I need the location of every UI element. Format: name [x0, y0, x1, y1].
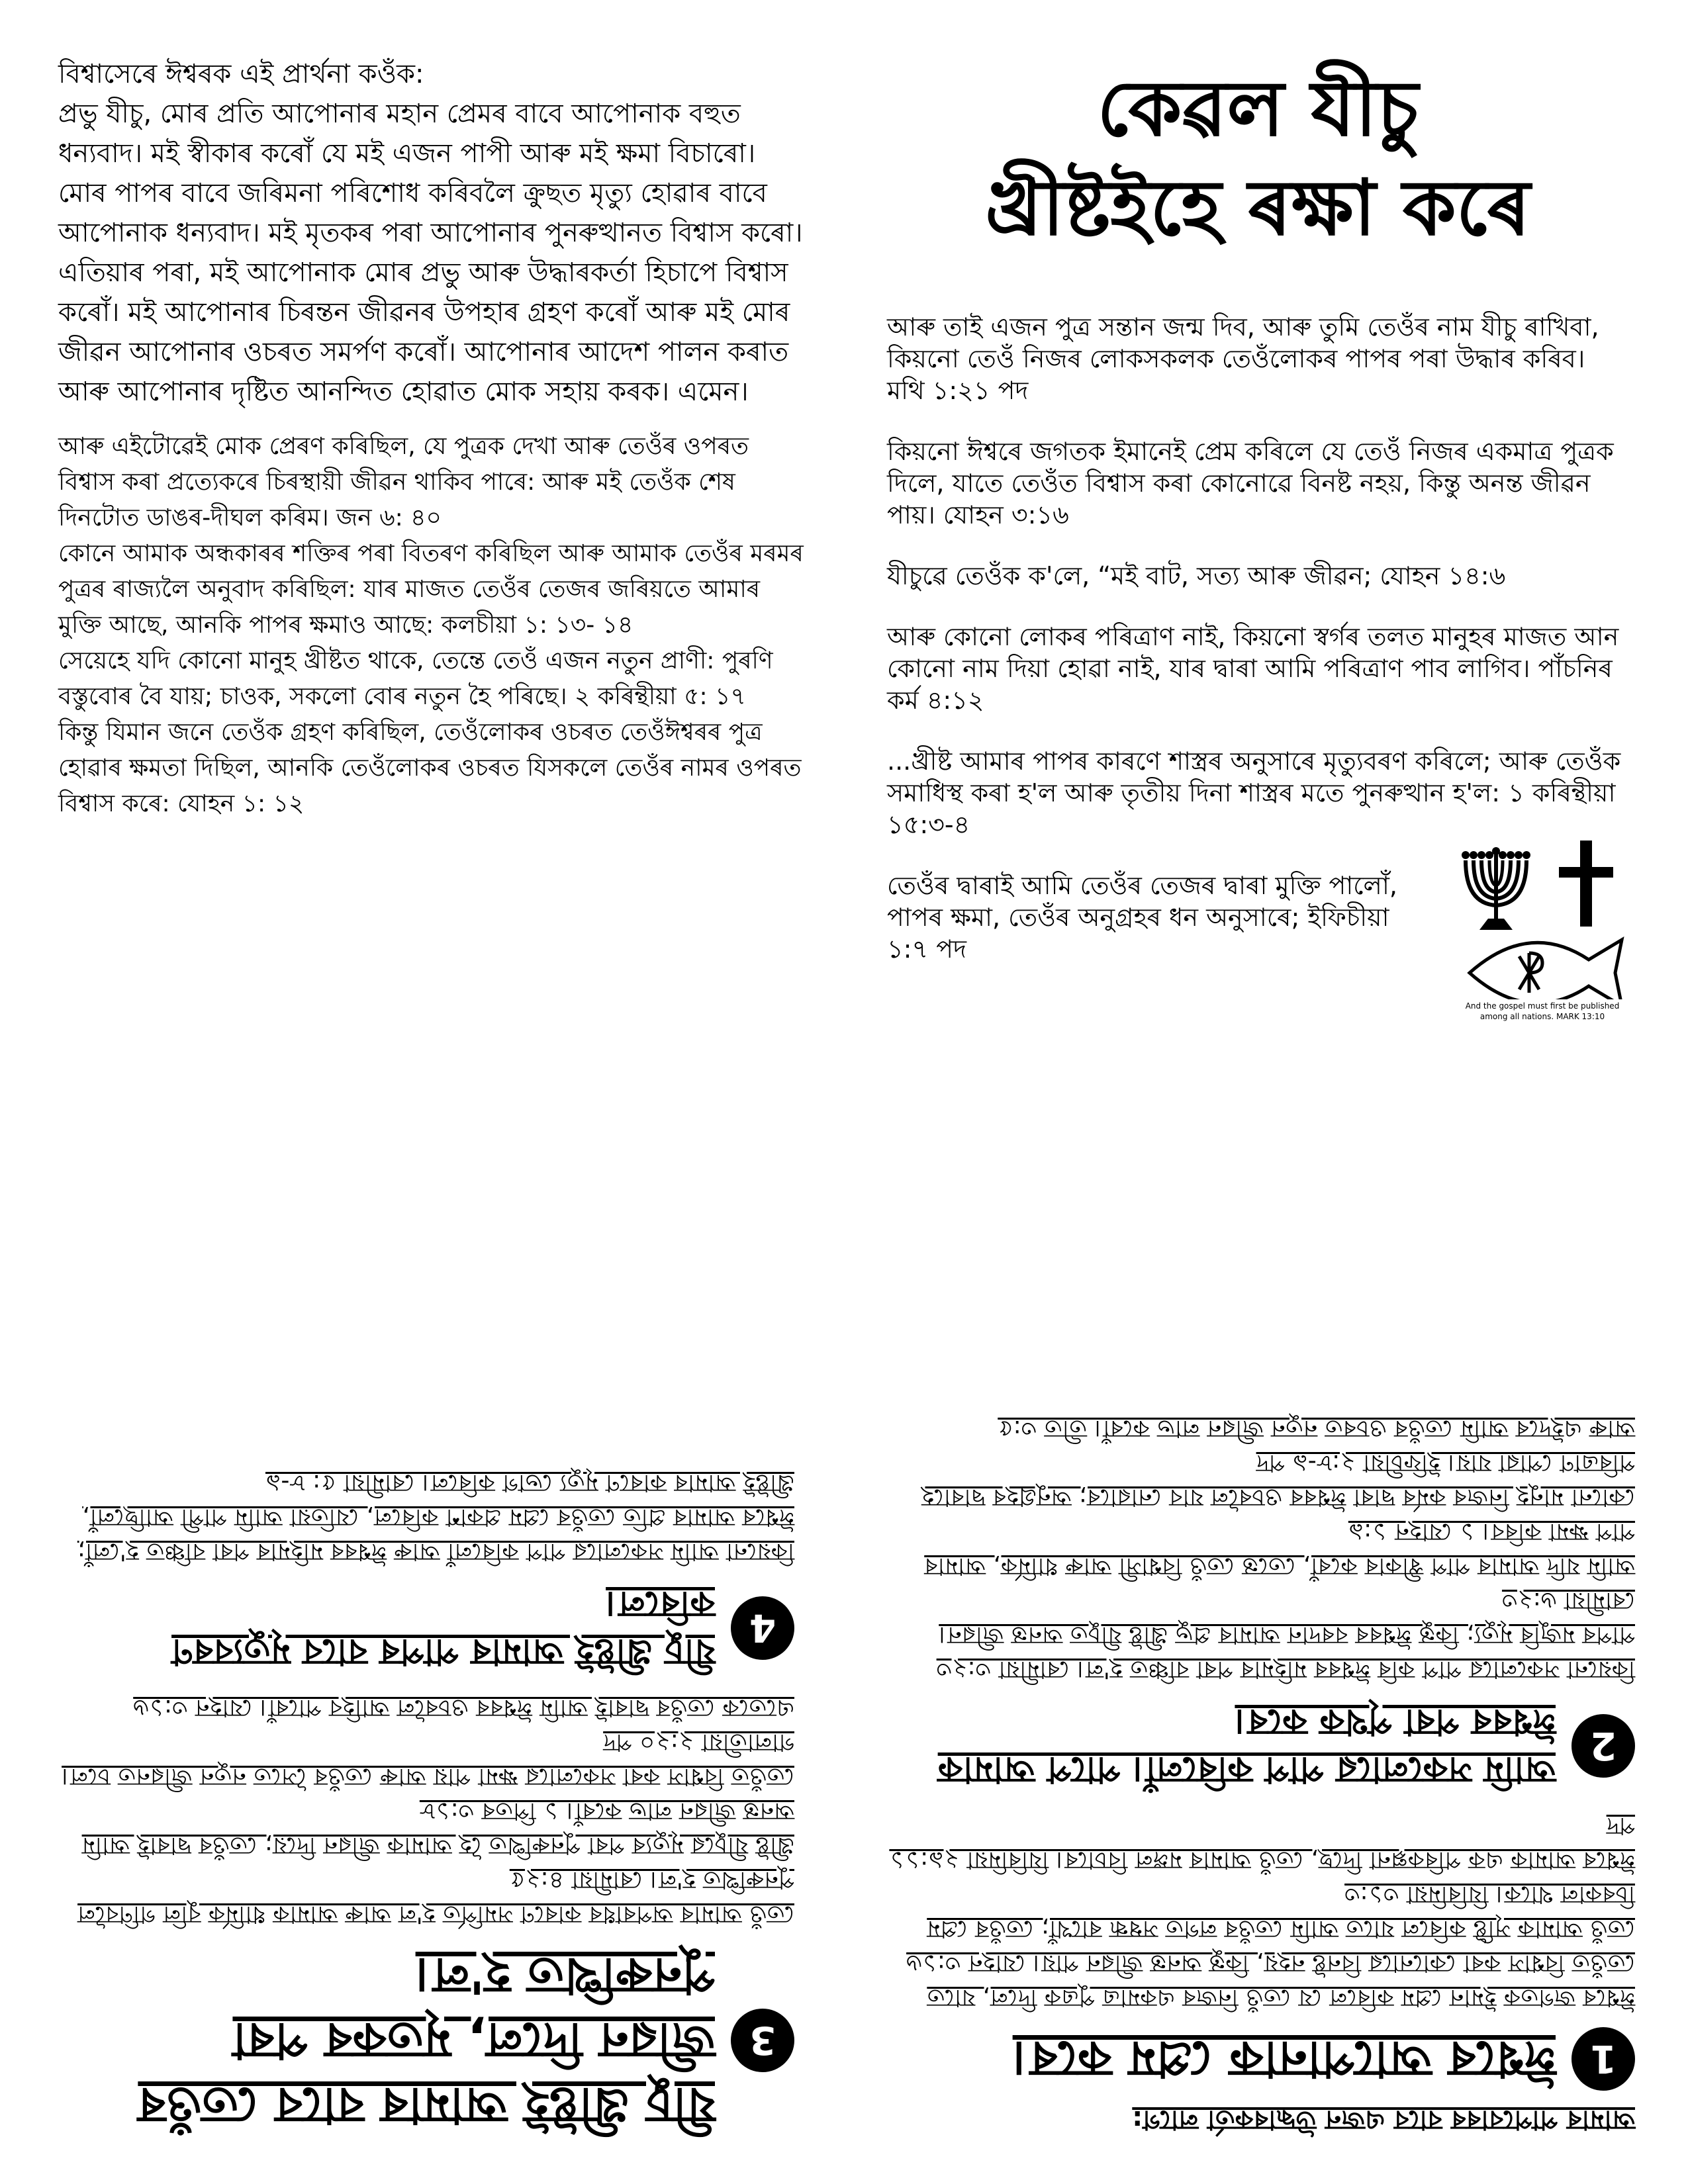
verse-corinthians: ...খ্ৰীষ্ট আমাৰ পাপৰ কাৰণে শাস্ত্ৰৰ অনুসাৰে মৃত্যুবৰণ কৰিলে; আৰু তেওঁক সমাধিস্থ কৰা হ'ল আৰু তৃতীয় দিনা শাস্ত্ৰৰ মতে পুনৰুত্থান হ'ল: ১ কৰিন্থীয়া ১৫:৩-৪	[887, 747, 1621, 839]
verse-acts: আৰু কোনো লোকৰ পৰিত্ৰাণ নাই, কিয়নো স্বৰ্গৰ তলত মানুহৰ মাজত আন কোনো নাম দিয়া হোৱা নাই, যাৰ দ্বাৰা আমি পৰিত্ৰাণ পাব লাগিব। পাঁচনিৰ কৰ্ম ৪:১২	[887, 622, 1619, 715]
intro-line: আমাৰ পাপবোৰৰ বাবে এজন উদ্ধাৰকৰ্তা লাগে:	[1132, 2105, 1635, 2135]
section-body: তেওঁ আমাৰ অপৰাধৰ কাৰণে সমৰ্পিত হ'ল আৰু আমাক ধাৰ্মিক বুলি গণিবলৈ পুনৰুত্থিত হ'ল। ৰোমীয়া ৪:২৫ খ্ৰীষ্ট যীচুৱে মৃত্যুৰ পৰা পুনৰুত্থিত হৈ আমাক জীৱন দিয়ে; তেওঁৰ দ্বাৰাই আমি অনন্ত জীৱন লাভ কৰোঁ। ১ পিতৰ ৩:১৮ তেওঁত বিশ্বাস কৰা সকলোৱে ক্ষমা পায় আৰু তেওঁৰ সৈতে নতুন জীৱনত চলে। গালাতীয়া ২:২০ পদ এতেকে তেওঁৰ দ্বাৰাই আমি ঈশ্বৰৰ ওচৰলৈ আহিব পাৰোঁ। যোহন ৩:১৬	[62, 1694, 794, 1928]
step-badge: 3	[731, 2009, 794, 2072]
ichthys-icon	[1470, 940, 1622, 999]
mark-caption: And the gospel must first be published among all nations. MARK 13:10	[1465, 1001, 1620, 1021]
faith-symbols	[1456, 834, 1628, 1099]
steps-panel-right	[880, 1145, 1635, 2138]
prayer-text: বিশ্বাসেৰে ঈশ্বৰক এই প্ৰাৰ্থনা কওঁক: প্ৰভু যীচু, মোৰ প্ৰতি আপোনাৰ মহান প্ৰেমৰ বাবে আপোনাক বহুত ধন্যবাদ। মই স্বীকাৰ কৰোঁ যে মই এজন পাপী আৰু মই ক্ষমা বিচাৰো। মোৰ পাপৰ বাবে জৰিমনা পৰিশোধ কৰিবলৈ ক্ৰুছত মৃত্যু হোৱাৰ বাবে আপোনাক ধন্যবাদ। মই মৃতকৰ পৰা আপোনাৰ পুনৰুত্থানত বিশ্বাস কৰো। এতিয়াৰ পৰা, মই আপোনাক মোৰ প্ৰভু আৰু উদ্ধাৰকৰ্তা হিচাপে বিশ্বাস কৰোঁ। মই আপোনাৰ চিৰন্তন জীৱনৰ উপহাৰ গ্ৰহণ কৰোঁ আৰু মই মোৰ জীৱন আপোনাৰ ওচৰত সমৰ্পণ কৰোঁ। আপোনাৰ আদেশ পালন কৰাত আৰু আপোনাৰ দৃষ্টিত আনন্দিত হোৱাত মোক সহায় কৰক। এমেন।	[58, 59, 803, 407]
section-body: ঈশ্বৰে জগতক ইমান প্ৰেম কৰিলে যে তেওঁ নিজৰ একমাত্ৰ পুত্ৰক দিলে, যাতে তেওঁত বিশ্বাস কৰা কোনোৱে বিনষ্ট নহয়, কিন্তু অনন্ত জীৱন পায়। যোহন ৩:১৬ তেওঁ আমাক সৃষ্টি কৰিলে যাতে আমি তেওঁৰ লগত সম্বন্ধ ৰাখোঁ; তেওঁৰ প্ৰেম চিৰকাল থাকে। যিৰিমিয়া ৩১:৩ ঈশ্বৰে আমাক এক পৰিকল্পনা দিছে, তেওঁ আমাৰ মঙ্গল বিচাৰে। যিৰিমিয়া ২৯:১১ পদ	[889, 1812, 1635, 2011]
verses-text: আৰু এইটোৱেই মোক প্ৰেৰণ কৰিছিল, যে পুত্ৰক দেখা আৰু তেওঁৰ ওপৰত বিশ্বাস কৰা প্ৰত্যেকৰে চিৰস্থায়ী জীৱন থাকিব পাৰে: আৰু মই তেওঁক শেষ দিনটোত ডাঙৰ-দীঘল কৰিম। জন ৬: ৪০ কোনে আমাক অন্ধকাৰৰ শক্তিৰ পৰা বিতৰণ কৰিছিল আৰু আমাক তেওঁৰ মৰমৰ পুত্ৰৰ ৰাজ্যলৈ অনুবাদ কৰিছিল: যাৰ মাজত তেওঁৰ তেজৰ জৰিয়তে আমাৰ মুক্তি আছে, আনকি পাপৰ ক্ষমাও আছে: কলচীয়া ১: ১৩- ১৪ সেয়েহে যদি কোনো মানুহ খ্ৰীষ্টত থাকে, তেন্তে তেওঁ এজন নতুন প্ৰাণী: পুৰণি বস্তুবোৰ বৈ যায়; চাওক, সকলো বোৰ নতুন হৈ পৰিছে। ২ কৰিন্থীয়া ৫: ১৭ কিন্তু যিমান জনে তেওঁক গ্ৰহণ কৰিছিল, তেওঁলোকৰ ওচৰত তেওঁঈশ্বৰৰ পুত্ৰ হোৱাৰ ক্ষমতা দিছিল, আনকি তেওঁলোকৰ ওচৰত যিসকলে তেওঁৰ নামৰ ওপৰত বিশ্বাস কৰে: যোহন ১: ১২	[58, 433, 804, 817]
section-1	[880, 1808, 1635, 2091]
step-badge: 1	[1571, 2027, 1635, 2091]
section-title: আমি সকলোৱে পাপ কৰিলোঁ। পাপে আমাক ঈশ্বৰৰ পৰা পৃথক কৰে।	[937, 1702, 1556, 1791]
section-4	[53, 1465, 794, 1676]
section-body: কিয়নো আমি সকলোৱে পাপ কৰিলোঁ আৰু ঈশ্বৰৰ মহিমাৰ পৰা বঞ্চিত হ'লোঁ; ঈশ্বৰে আমাৰ প্ৰতি তেওঁৰ প্ৰেম প্ৰকাশ কৰিলে, যেতিয়া আমি পাপী আছিলোঁ, খ্ৰীষ্টই আমাৰ কাৰণে মৃত্যু ভোগ কৰিলে। ৰোমীয়া ৫: ৮-৯	[77, 1469, 794, 1565]
section-2	[880, 1411, 1635, 1794]
menorah-icon	[1462, 847, 1530, 930]
prayer-panel	[58, 54, 806, 822]
verse-matthew: আৰু তাই এজন পুত্ৰ সন্তান জন্ম দিব, আৰু তুমি তেওঁৰ নাম যীচু ৰাখিবা, কিয়নো তেওঁ নিজৰ লোকসকলক তেওঁলোকৰ পাপৰ পৰা উদ্ধাৰ কৰিব। মথি ১:২১ পদ	[887, 312, 1599, 405]
verse-john-14-6: যীচুৱে তেওঁক ক'লে, “মই বাট, সত্য আৰু জীৱন; যোহন ১৪:৬	[887, 561, 1506, 590]
gospel-panel	[887, 60, 1628, 1021]
section-title: যীচু খ্ৰীষ্টই আমাৰ পাপৰ বাবে মৃত্যুবৰণ কৰিলে।	[171, 1584, 715, 1673]
section-title: যীচু খ্ৰীষ্টই আমাৰ বাবে তেওঁৰ জীৱন দিলে, মৃতকৰ পৰা পুনৰুত্থিত হ'ল।	[138, 1947, 715, 2134]
section-3	[53, 1690, 794, 2138]
page-title: কেৱল যীচু খ্ৰীষ্টইহে ৰক্ষা কৰে	[985, 64, 1530, 253]
steps-panel-left	[53, 1158, 794, 2138]
verse-john-3-16: কিয়নো ঈশ্বৰে জগতক ইমানেই প্ৰেম কৰিলে যে তেওঁ নিজৰ একমাত্ৰ পুত্ৰক দিলে, যাতে তেওঁত বিশ্বাস কৰা কোনোৱে বিনষ্ট নহয়, কিন্তু অনন্ত জীৱন পায়। যোহন ৩:১৬	[887, 437, 1614, 529]
step-badge: 4	[731, 1596, 794, 1660]
cross-icon	[1559, 841, 1613, 927]
section-body: কিয়নো সকলোৱে পাপ কৰি ঈশ্বৰৰ মহিমাৰ পৰা বঞ্চিত হ'ল। ৰোমীয়া ৩:২৩ পাপৰ মজুৰি মৃত্যু; কিন্তু ঈশ্বৰৰ বৰদান আমাৰ প্ৰভু খ্ৰীষ্ট যীচুত অনন্ত জীৱন। ৰোমীয়া ৬:২৩ আমি যদি আমাৰ পাপ স্বীকাৰ কৰোঁ, তেন্তে তেওঁ বিশ্বাসী আৰু ধাৰ্মিক, আমাৰ পাপ ক্ষমা কৰিব। ১ যোহন ১:৯ কোনো মানুহ নিজৰ কৰ্মৰ দ্বাৰা ঈশ্বৰৰ ওচৰলৈ যাব নোৱাৰে; অনুগ্ৰহৰ দ্বাৰাহে পৰিত্ৰাণ পোৱা যায়। ইফিচীয়া ২:৮-৯ পদ আৰু এইদৰে আমি তেওঁৰ ওচৰত নতুন জীৱন লাভ কৰোঁ। তীত ৩:৫	[921, 1415, 1635, 1683]
step-badge: 2	[1571, 1714, 1635, 1778]
section-title: ঈশ্বৰে আপোনাক প্ৰেম কৰে।	[1012, 2030, 1556, 2087]
verse-ephesians: তেওঁৰ দ্বাৰাই আমি তেওঁৰ তেজৰ দ্বাৰা মুক্তি পালোঁ, পাপৰ ক্ষমা, তেওঁৰ অনুগ্ৰহৰ ধন অনুসাৰে; ইফিচীয়া ১:৭ পদ	[887, 871, 1397, 964]
